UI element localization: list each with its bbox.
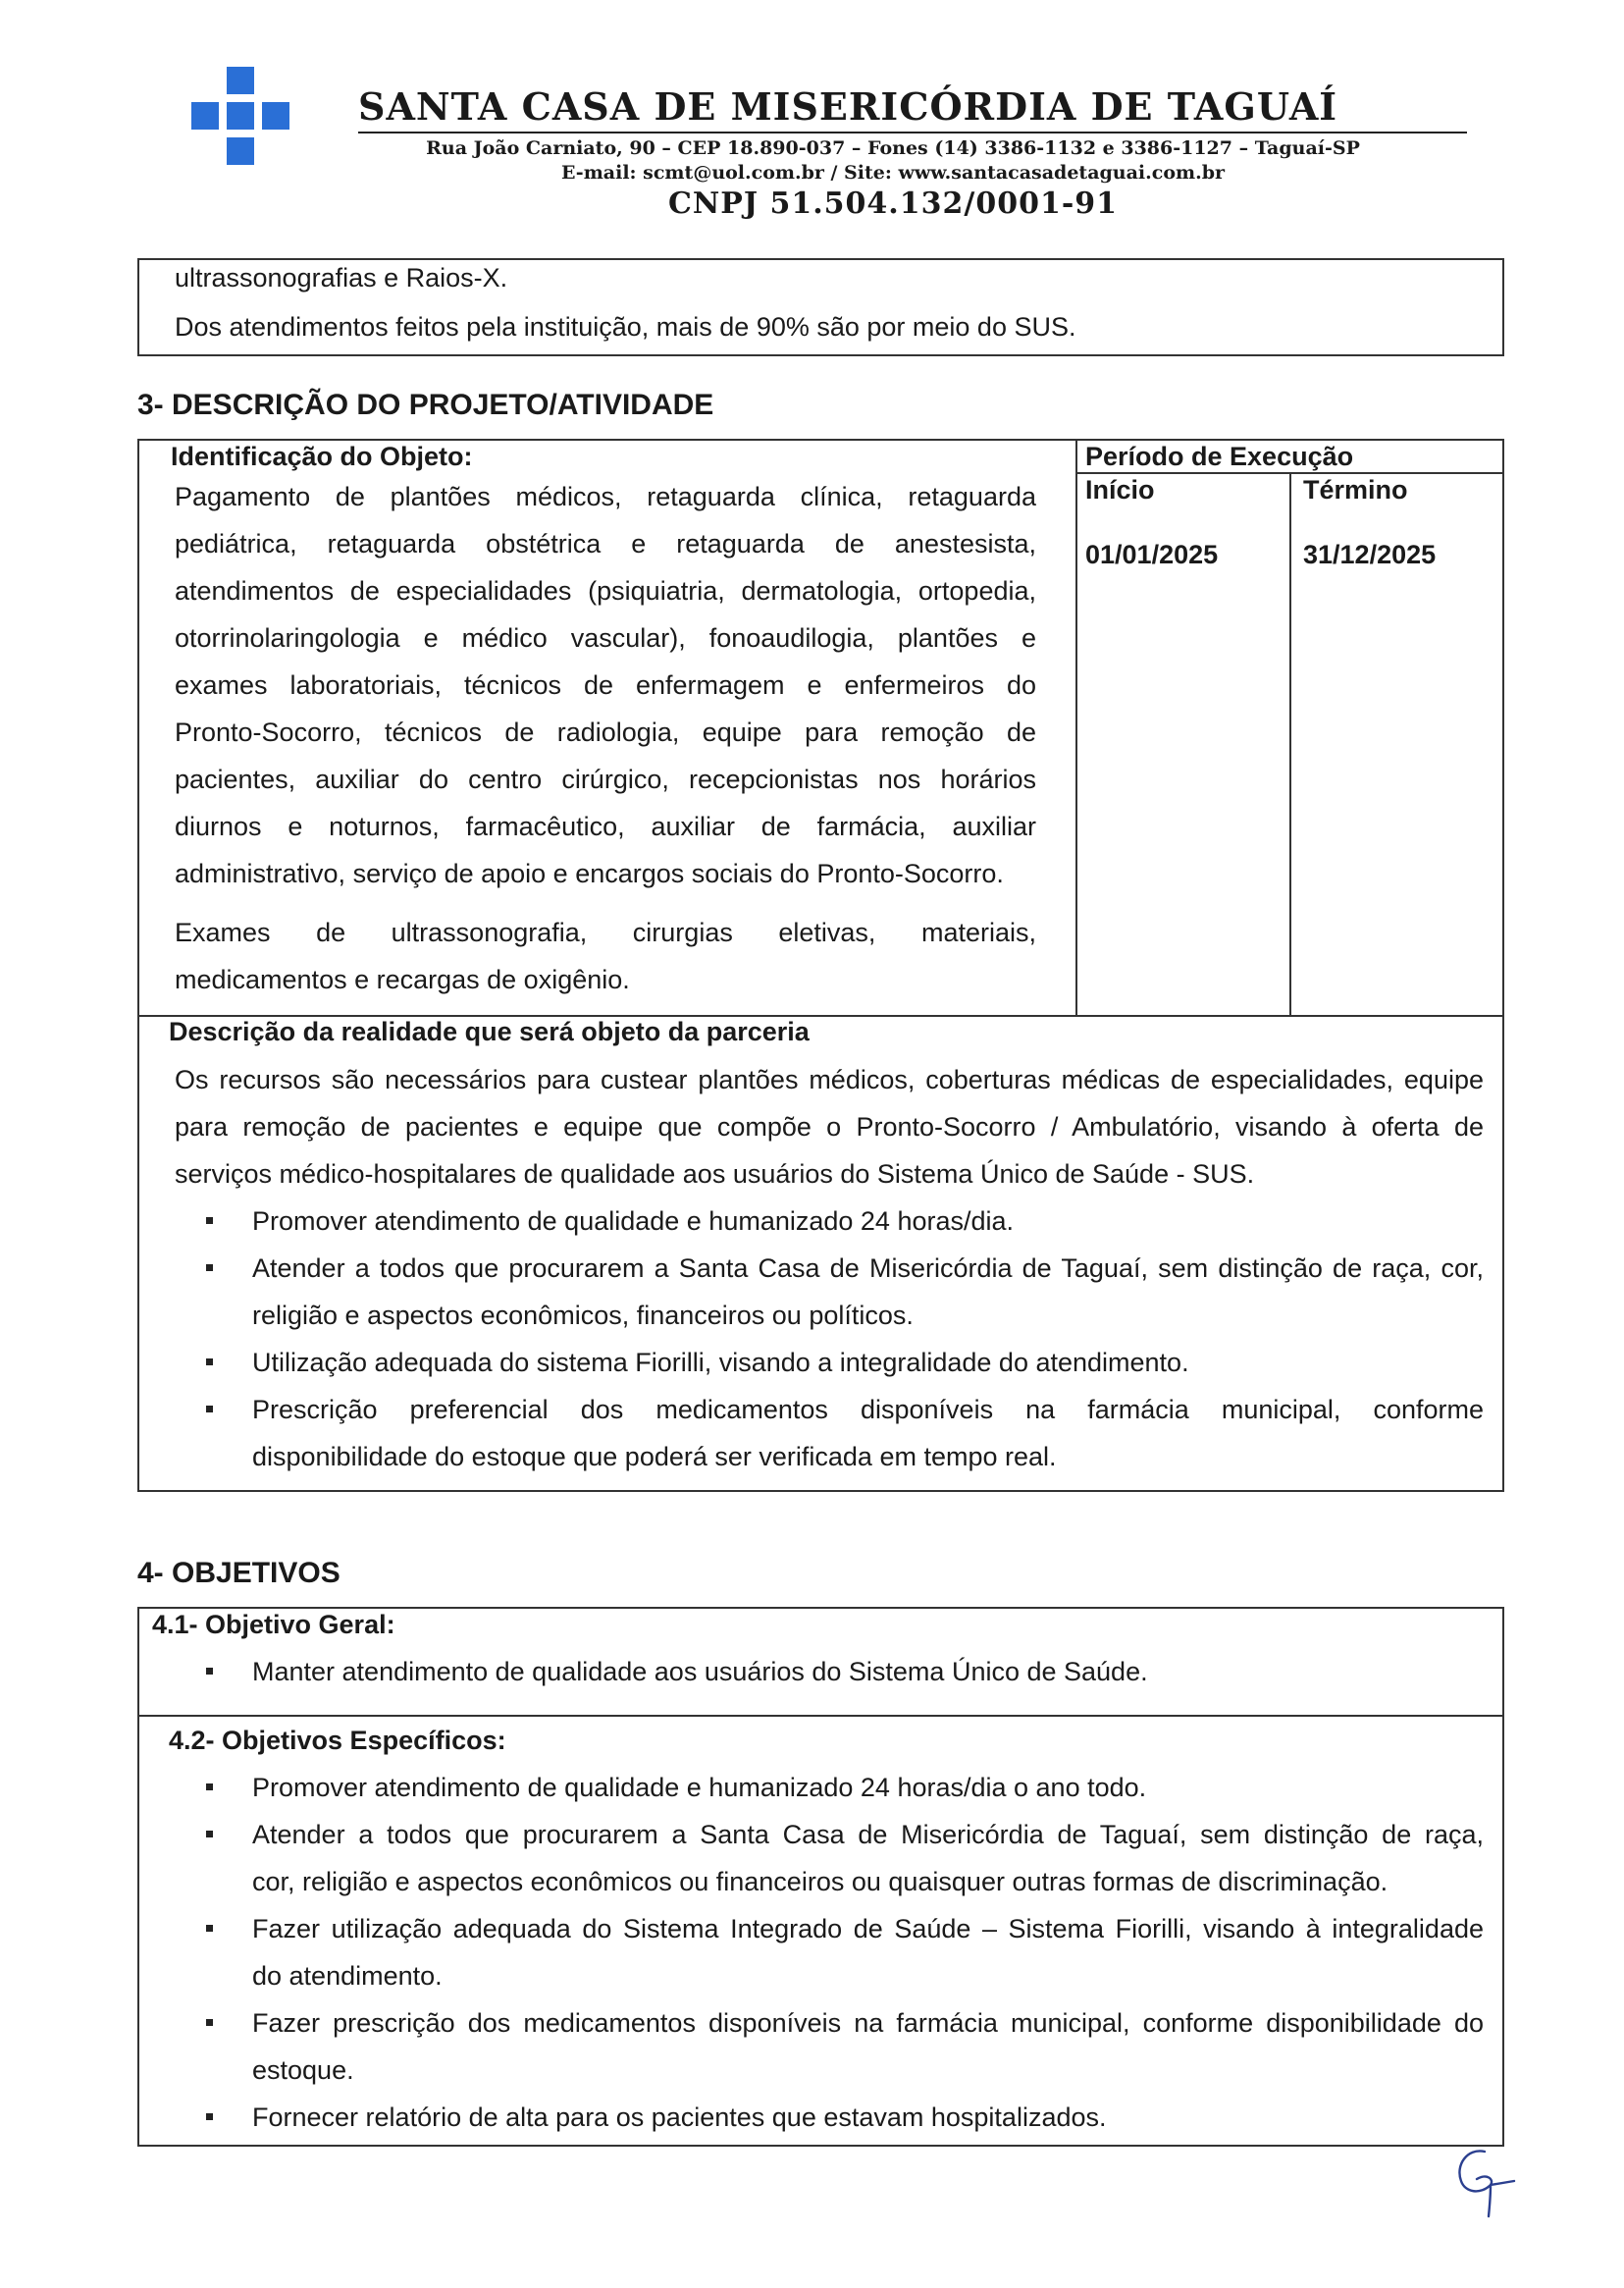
blue-cross-logo <box>191 67 291 165</box>
bullet-text: do atendimento. <box>252 1961 443 1991</box>
bullet-text: Utilização adequada do sistema Fiorilli, visando a integralidade do atendimento. <box>252 1348 1189 1377</box>
specific-bullets <box>252 1764 1484 2141</box>
reality-line: serviços médico-hospitalares de qualidade aos usuários do Sistema Único de Saúde - SUS. <box>175 1159 1255 1189</box>
specific-objectives-label: 4.2- Objetivos Específicos: <box>169 1726 506 1755</box>
end-date: 31/12/2025 <box>1303 540 1437 569</box>
bullet-item <box>252 1999 1484 2094</box>
bullet-text: Promover atendimento de qualidade e humanizado 24 horas/dia o ano todo. <box>252 1773 1147 1802</box>
bullet-item <box>252 1811 1484 1905</box>
period-label: Período de Execução <box>1085 442 1354 471</box>
bullet-item <box>252 1197 1484 1245</box>
object-label: Identificação do Objeto: <box>171 442 473 471</box>
project-table <box>137 439 1504 1492</box>
header-rule <box>358 132 1467 133</box>
bullet-item <box>252 1386 1484 1480</box>
reality-line: Os recursos são necessários para custear plantões médicos, coberturas médicas de especialidades, equipe <box>175 1065 1484 1094</box>
object-line: administrativo, serviço de apoio e encargos sociais do Pronto-Socorro. <box>175 859 1004 888</box>
bullet-text: Atender a todos que procurarem a Santa Casa de Misericórdia de Taguaí, sem distinção de raça, <box>252 1820 1484 1849</box>
table-divider <box>1289 473 1291 1015</box>
intro-line-1: ultrassonografias e Raios-X. <box>175 263 508 293</box>
bullet-text: Atender a todos que procurarem a Santa Casa de Misericórdia de Taguaí, sem distinção de raça, cor, <box>252 1253 1484 1283</box>
object-line: medicamentos e recargas de oxigênio. <box>175 965 630 994</box>
object-text <box>175 473 1036 1003</box>
bullet-text: religião e aspectos econômicos, financeiros ou políticos. <box>252 1301 914 1330</box>
bullet-text: cor, religião e aspectos econômicos ou financeiros ou quaisquer outras formas de discriminação. <box>252 1867 1388 1896</box>
org-name: SANTA CASA DE MISERICÓRDIA DE TAGUAÍ <box>358 84 1338 129</box>
object-line: Pagamento de plantões médicos, retaguarda clínica, retaguarda <box>175 482 1036 511</box>
general-objective-label: 4.1- Objetivo Geral: <box>152 1610 395 1639</box>
intro-box <box>137 258 1504 356</box>
reality-label: Descrição da realidade que será objeto da parceria <box>169 1017 810 1046</box>
bullet-text: Prescrição preferencial dos medicamentos disponíveis na farmácia municipal, conforme <box>252 1395 1484 1424</box>
object-line: Exames de ultrassonografia, cirurgias eletivas, materiais, <box>175 918 1036 947</box>
org-cnpj: CNPJ 51.504.132/0001-91 <box>667 186 1119 221</box>
object-line: pacientes, auxiliar do centro cirúrgico, recepcionistas nos horários <box>175 765 1036 794</box>
bullet-item <box>252 1905 1484 1999</box>
object-line: Pronto-Socorro, técnicos de radiologia, equipe para remoção de <box>175 718 1036 747</box>
start-date: 01/01/2025 <box>1085 540 1219 569</box>
start-label: Início <box>1085 475 1155 505</box>
bullet-item <box>252 2094 1484 2141</box>
object-line: pediátrica, retaguarda obstétrica e retaguarda de anestesista, <box>175 529 1036 559</box>
bullet-text: Manter atendimento de qualidade aos usuários do Sistema Único de Saúde. <box>252 1657 1148 1686</box>
org-address: Rua João Carniato, 90 – CEP 18.890-037 – Fones (14) 3386-1132 e 3386-1127 – Taguaí-SP <box>426 137 1360 159</box>
reality-text <box>175 1056 1484 1197</box>
reality-bullets <box>252 1197 1484 1480</box>
object-line: otorrinolaringologia e médico vascular), fonoaudilogia, plantões e <box>175 623 1036 653</box>
bullet-item <box>252 1648 1615 1695</box>
object-line: diurnos e noturnos, farmacêutico, auxiliar de farmácia, auxiliar <box>175 812 1036 841</box>
object-line: exames laboratoriais, técnicos de enfermagem e enfermeiros do <box>175 670 1036 700</box>
section-4-title: 4- OBJETIVOS <box>137 1557 341 1589</box>
handwritten-initial <box>1447 2142 1516 2220</box>
reality-line: para remoção de pacientes e equipe que compõe o Pronto-Socorro / Ambulatório, visando à oferta de <box>175 1112 1484 1142</box>
bullet-text: Fazer prescrição dos medicamentos disponíveis na farmácia municipal, conforme disponibilidade do <box>252 2008 1484 2038</box>
end-label: Término <box>1303 475 1408 505</box>
bullet-text: Fazer utilização adequada do Sistema Integrado de Saúde – Sistema Fiorilli, visando à integralidade <box>252 1914 1484 1943</box>
object-line: atendimentos de especialidades (psiquiatria, dermatologia, ortopedia, <box>175 576 1036 606</box>
bullet-text: disponibilidade do estoque que poderá ser verificada em tempo real. <box>252 1442 1057 1471</box>
bullet-text: estoque. <box>252 2055 354 2085</box>
bullet-text: Promover atendimento de qualidade e humanizado 24 horas/dia. <box>252 1206 1015 1236</box>
bullet-text: Fornecer relatório de alta para os pacientes que estavam hospitalizados. <box>252 2102 1107 2132</box>
intro-line-2: Dos atendimentos feitos pela instituição, mais de 90% são por meio do SUS. <box>175 312 1076 342</box>
bullet-item <box>252 1245 1484 1339</box>
table-divider <box>1075 441 1077 1015</box>
bullet-item <box>252 1339 1484 1386</box>
org-contact: E-mail: scmt@uol.com.br / Site: www.santacasadetaguai.com.br <box>560 162 1226 184</box>
section-3-title: 3- DESCRIÇÃO DO PROJETO/ATIVIDADE <box>137 389 714 421</box>
bullet-item <box>252 1764 1484 1811</box>
objectives-table <box>137 1607 1504 2147</box>
